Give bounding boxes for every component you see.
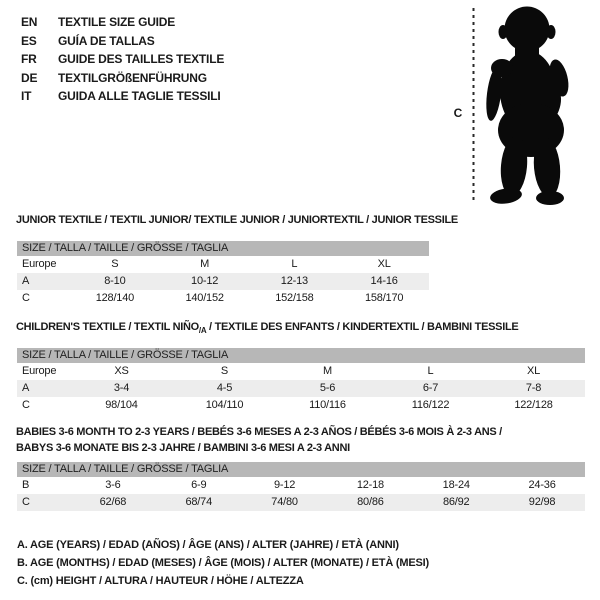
height-cell: 74/80 bbox=[271, 496, 298, 508]
title-line-1: BABIES 3-6 MONTH TO 2-3 YEARS / BEBÉS 3-6 MESES A 2-3 AÑOS / BÉBÉS 3-6 MOIS À 2-3 ANS / bbox=[16, 426, 502, 438]
row-label: C bbox=[22, 399, 30, 411]
height-cell: 116/122 bbox=[411, 399, 450, 411]
table-row-height bbox=[17, 290, 429, 307]
months-cell: 6-9 bbox=[191, 479, 207, 491]
height-cell: 86/92 bbox=[442, 496, 470, 508]
language-row-it bbox=[21, 87, 224, 106]
table-row-months bbox=[17, 477, 585, 494]
table-row-height bbox=[17, 397, 585, 414]
age-cell: 7-8 bbox=[525, 382, 542, 394]
size-cell: L bbox=[427, 365, 434, 377]
age-cell: 10-12 bbox=[191, 275, 219, 287]
title-text: CHILDREN'S TEXTILE / TEXTIL NIÑO bbox=[16, 321, 199, 333]
size-cell: S bbox=[220, 365, 229, 377]
babies-size-table bbox=[17, 462, 585, 511]
row-label: C bbox=[22, 292, 30, 304]
size-header-row: SIZE / TALLA / TAILLE / GRÖSSE / TAGLIA bbox=[17, 462, 585, 477]
footnote-b: B. AGE (MONTHS) / EDAD (MESES) / ÂGE (MOIS) / ALTER (MONATE) / ETÀ (MESI) bbox=[17, 557, 429, 569]
height-label-c: C bbox=[453, 106, 463, 120]
months-cell: 3-6 bbox=[105, 479, 121, 491]
months-cell: 18-24 bbox=[442, 479, 470, 491]
size-cell: XL bbox=[526, 365, 541, 377]
babies-section-title bbox=[16, 424, 502, 456]
months-cell: 12-18 bbox=[356, 479, 384, 491]
row-label: A bbox=[22, 382, 30, 394]
table-row-europe bbox=[17, 256, 429, 273]
language-code: IT bbox=[21, 89, 32, 103]
height-cell: 140/152 bbox=[185, 292, 224, 304]
age-cell: 3-4 bbox=[113, 382, 130, 394]
language-title: TEXTILGRÖßENFÜHRUNG bbox=[58, 70, 207, 85]
size-header-row: SIZE / TALLA / TAILLE / GRÖSSE / TAGLIA bbox=[17, 241, 429, 256]
height-measure-figure bbox=[440, 2, 595, 210]
children-size-table bbox=[17, 348, 585, 414]
footnote-a: A. AGE (YEARS) / EDAD (AÑOS) / ÂGE (ANS) / ALTER (JAHRE) / ETÀ (ANNI) bbox=[17, 539, 399, 551]
language-row-fr bbox=[21, 50, 224, 69]
age-cell: 12-13 bbox=[280, 275, 308, 287]
age-cell: 6-7 bbox=[422, 382, 439, 394]
height-cell: 152/158 bbox=[275, 292, 314, 304]
height-cell: 80/86 bbox=[357, 496, 384, 508]
footnote-c: C. (cm) HEIGHT / ALTURA / HAUTEUR / HÖHE / ALTEZZA bbox=[17, 575, 304, 587]
age-cell: 5-6 bbox=[319, 382, 336, 394]
height-cell: 92/98 bbox=[528, 496, 556, 508]
title-subscript: /A bbox=[198, 326, 207, 335]
language-title: GUIDE DES TAILLES TEXTILE bbox=[58, 52, 225, 66]
row-label: Europe bbox=[22, 258, 57, 270]
height-cell: 68/74 bbox=[185, 496, 212, 508]
table-row-age bbox=[17, 380, 585, 397]
language-title: GUIDA ALLE TAGLIE TESSILI bbox=[58, 89, 221, 103]
language-code: FR bbox=[21, 52, 37, 66]
row-label: C bbox=[22, 496, 30, 508]
size-cell: XL bbox=[377, 258, 391, 270]
size-cell: M bbox=[323, 365, 332, 377]
language-code: EN bbox=[21, 15, 38, 29]
age-cell: 14-16 bbox=[370, 275, 398, 287]
language-code: ES bbox=[21, 33, 37, 48]
junior-size-table bbox=[17, 241, 429, 307]
height-cell: 122/128 bbox=[514, 399, 553, 411]
table-row-europe bbox=[17, 363, 585, 380]
language-title: TEXTILE SIZE GUIDE bbox=[58, 15, 176, 29]
title-line-2: BABYS 3-6 MONATE BIS 2-3 JAHRE / BAMBINI 3-6 MESI A 2-3 ANNI bbox=[16, 442, 350, 454]
months-cell: 9-12 bbox=[273, 479, 296, 491]
size-cell: L bbox=[291, 258, 298, 270]
language-title-list bbox=[21, 13, 224, 106]
height-cell: 104/110 bbox=[205, 399, 244, 411]
height-cell: 62/68 bbox=[99, 496, 127, 508]
junior-section-title: JUNIOR TEXTILE / TEXTIL JUNIOR/ TEXTILE JUNIOR / JUNIORTEXTIL / JUNIOR TESSILE bbox=[16, 214, 458, 226]
height-cell: 128/140 bbox=[95, 292, 135, 304]
size-header-row: SIZE / TALLA / TAILLE / GRÖSSE / TAGLIA bbox=[17, 348, 585, 363]
language-code: DE bbox=[21, 70, 38, 85]
children-section-title bbox=[16, 319, 518, 339]
row-label: B bbox=[22, 479, 30, 491]
language-row-en bbox=[21, 13, 224, 32]
height-cell: 110/116 bbox=[309, 399, 346, 411]
language-row-de bbox=[21, 69, 224, 88]
legend-footnotes bbox=[17, 536, 429, 590]
language-title: GUÍA DE TALLAS bbox=[58, 33, 155, 48]
row-label: A bbox=[22, 275, 30, 287]
height-cell: 158/170 bbox=[364, 292, 404, 304]
table-row-age bbox=[17, 273, 429, 290]
size-cell: M bbox=[200, 258, 210, 270]
size-cell: S bbox=[111, 258, 119, 270]
age-cell: 4-5 bbox=[216, 382, 233, 394]
age-cell: 8-10 bbox=[104, 275, 126, 287]
language-row-es bbox=[21, 32, 224, 51]
table-row-height bbox=[17, 494, 585, 511]
silhouette-shapes bbox=[484, 7, 572, 206]
row-label: Europe bbox=[22, 365, 57, 377]
title-text: / TEXTILE DES ENFANTS / KINDERTEXTIL / BAMBINI TESSILE bbox=[206, 321, 519, 333]
height-cell: 98/104 bbox=[105, 399, 138, 411]
months-cell: 24-36 bbox=[528, 479, 556, 491]
size-cell: XS bbox=[114, 365, 129, 377]
